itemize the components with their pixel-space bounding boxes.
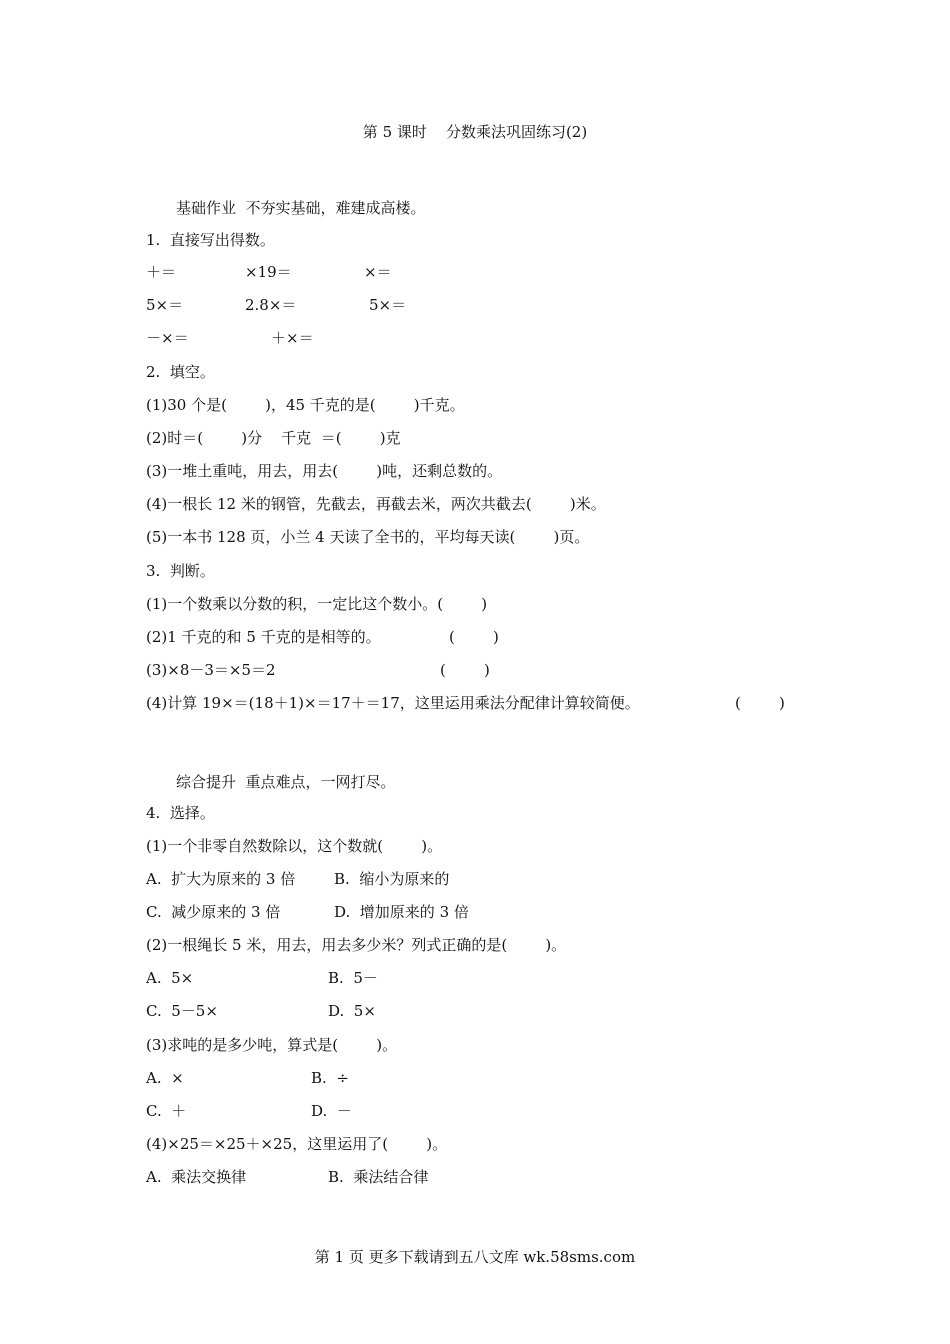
q4-stem: (3)求吨的是多少吨，算式是( )。 <box>146 1036 398 1054</box>
q1-item: 5×＝ <box>369 296 407 314</box>
page-title: 第 5 课时 分数乘法巩固练习(2) <box>362 123 588 141</box>
q1-item: 5×＝ <box>146 296 184 314</box>
q3-heading: 3. 判断。 <box>146 562 215 580</box>
q4-heading: 4. 选择。 <box>146 804 215 822</box>
q3-item: (2)1 千克的和 5 千克的是相等的。 <box>146 628 381 646</box>
q1-item: ×＝ <box>364 263 392 281</box>
option-d: D. 增加原来的 3 倍 <box>334 903 469 921</box>
q3-item: (4)计算 19×＝(18＋1)×＝17＋＝17，这里运用乘法分配律计算较简便。 <box>146 694 640 712</box>
answer-paren: ( ) <box>440 661 490 679</box>
q3-item: (3)×8－3＝×5＝2 <box>146 661 276 679</box>
q1-item: ＋＝ <box>146 263 177 281</box>
q2-item: (4)一根长 12 米的钢管，先截去，再截去米，两次共截去( )米。 <box>146 495 606 513</box>
section-heading-basic: 基础作业 不夯实基础，难建成高楼。 <box>176 199 426 217</box>
option-b: B. 5－ <box>328 969 378 987</box>
q3-item: (1)一个数乘以分数的积，一定比这个数小。( ) <box>146 595 488 613</box>
q2-item: (1)30 个是( )，45 千克的是( )千克。 <box>146 396 465 414</box>
q2-item: (3)一堆土重吨，用去，用去( )吨，还剩总数的。 <box>146 462 503 480</box>
option-a: A. 扩大为原来的 3 倍 <box>146 870 296 888</box>
q4-stem: (4)×25＝×25＋×25，这里运用了( )。 <box>146 1135 448 1153</box>
q1-item: 2.8×＝ <box>245 296 297 314</box>
option-b: B. 缩小为原来的 <box>334 870 450 888</box>
q1-heading: 1. 直接写出得数。 <box>146 231 275 249</box>
option-c: C. 减少原来的 3 倍 <box>146 903 281 921</box>
option-a: A. 5× <box>146 969 194 987</box>
answer-paren: ( ) <box>735 694 785 712</box>
option-b: B. ÷ <box>311 1069 349 1087</box>
q2-heading: 2. 填空。 <box>146 363 215 381</box>
option-c: C. ＋ <box>146 1102 187 1120</box>
option-a: A. 乘法交换律 <box>146 1168 247 1186</box>
option-d: D. 5× <box>328 1002 376 1020</box>
page-footer: 第 1 页 更多下载请到五八文库 wk.58sms.com <box>314 1248 636 1266</box>
q2-item: (5)一本书 128 页，小兰 4 天读了全书的，平均每天读( )页。 <box>146 528 590 546</box>
q1-item: －×＝ <box>146 329 189 347</box>
q1-item: ＋×＝ <box>271 329 314 347</box>
answer-paren: ( ) <box>449 628 499 646</box>
option-b: B. 乘法结合律 <box>328 1168 429 1186</box>
q4-stem: (2)一根绳长 5 米，用去，用去多少米？列式正确的是( )。 <box>146 936 567 954</box>
q4-stem: (1)一个非零自然数除以，这个数就( )。 <box>146 837 443 855</box>
option-d: D. － <box>311 1102 352 1120</box>
option-a: A. × <box>146 1069 184 1087</box>
option-c: C. 5－5× <box>146 1002 218 1020</box>
q2-item: (2)时＝( )分 千克 ＝( )克 <box>146 429 401 447</box>
section-heading-advanced: 综合提升 重点难点，一网打尽。 <box>176 773 396 791</box>
q1-item: ×19＝ <box>245 263 292 281</box>
